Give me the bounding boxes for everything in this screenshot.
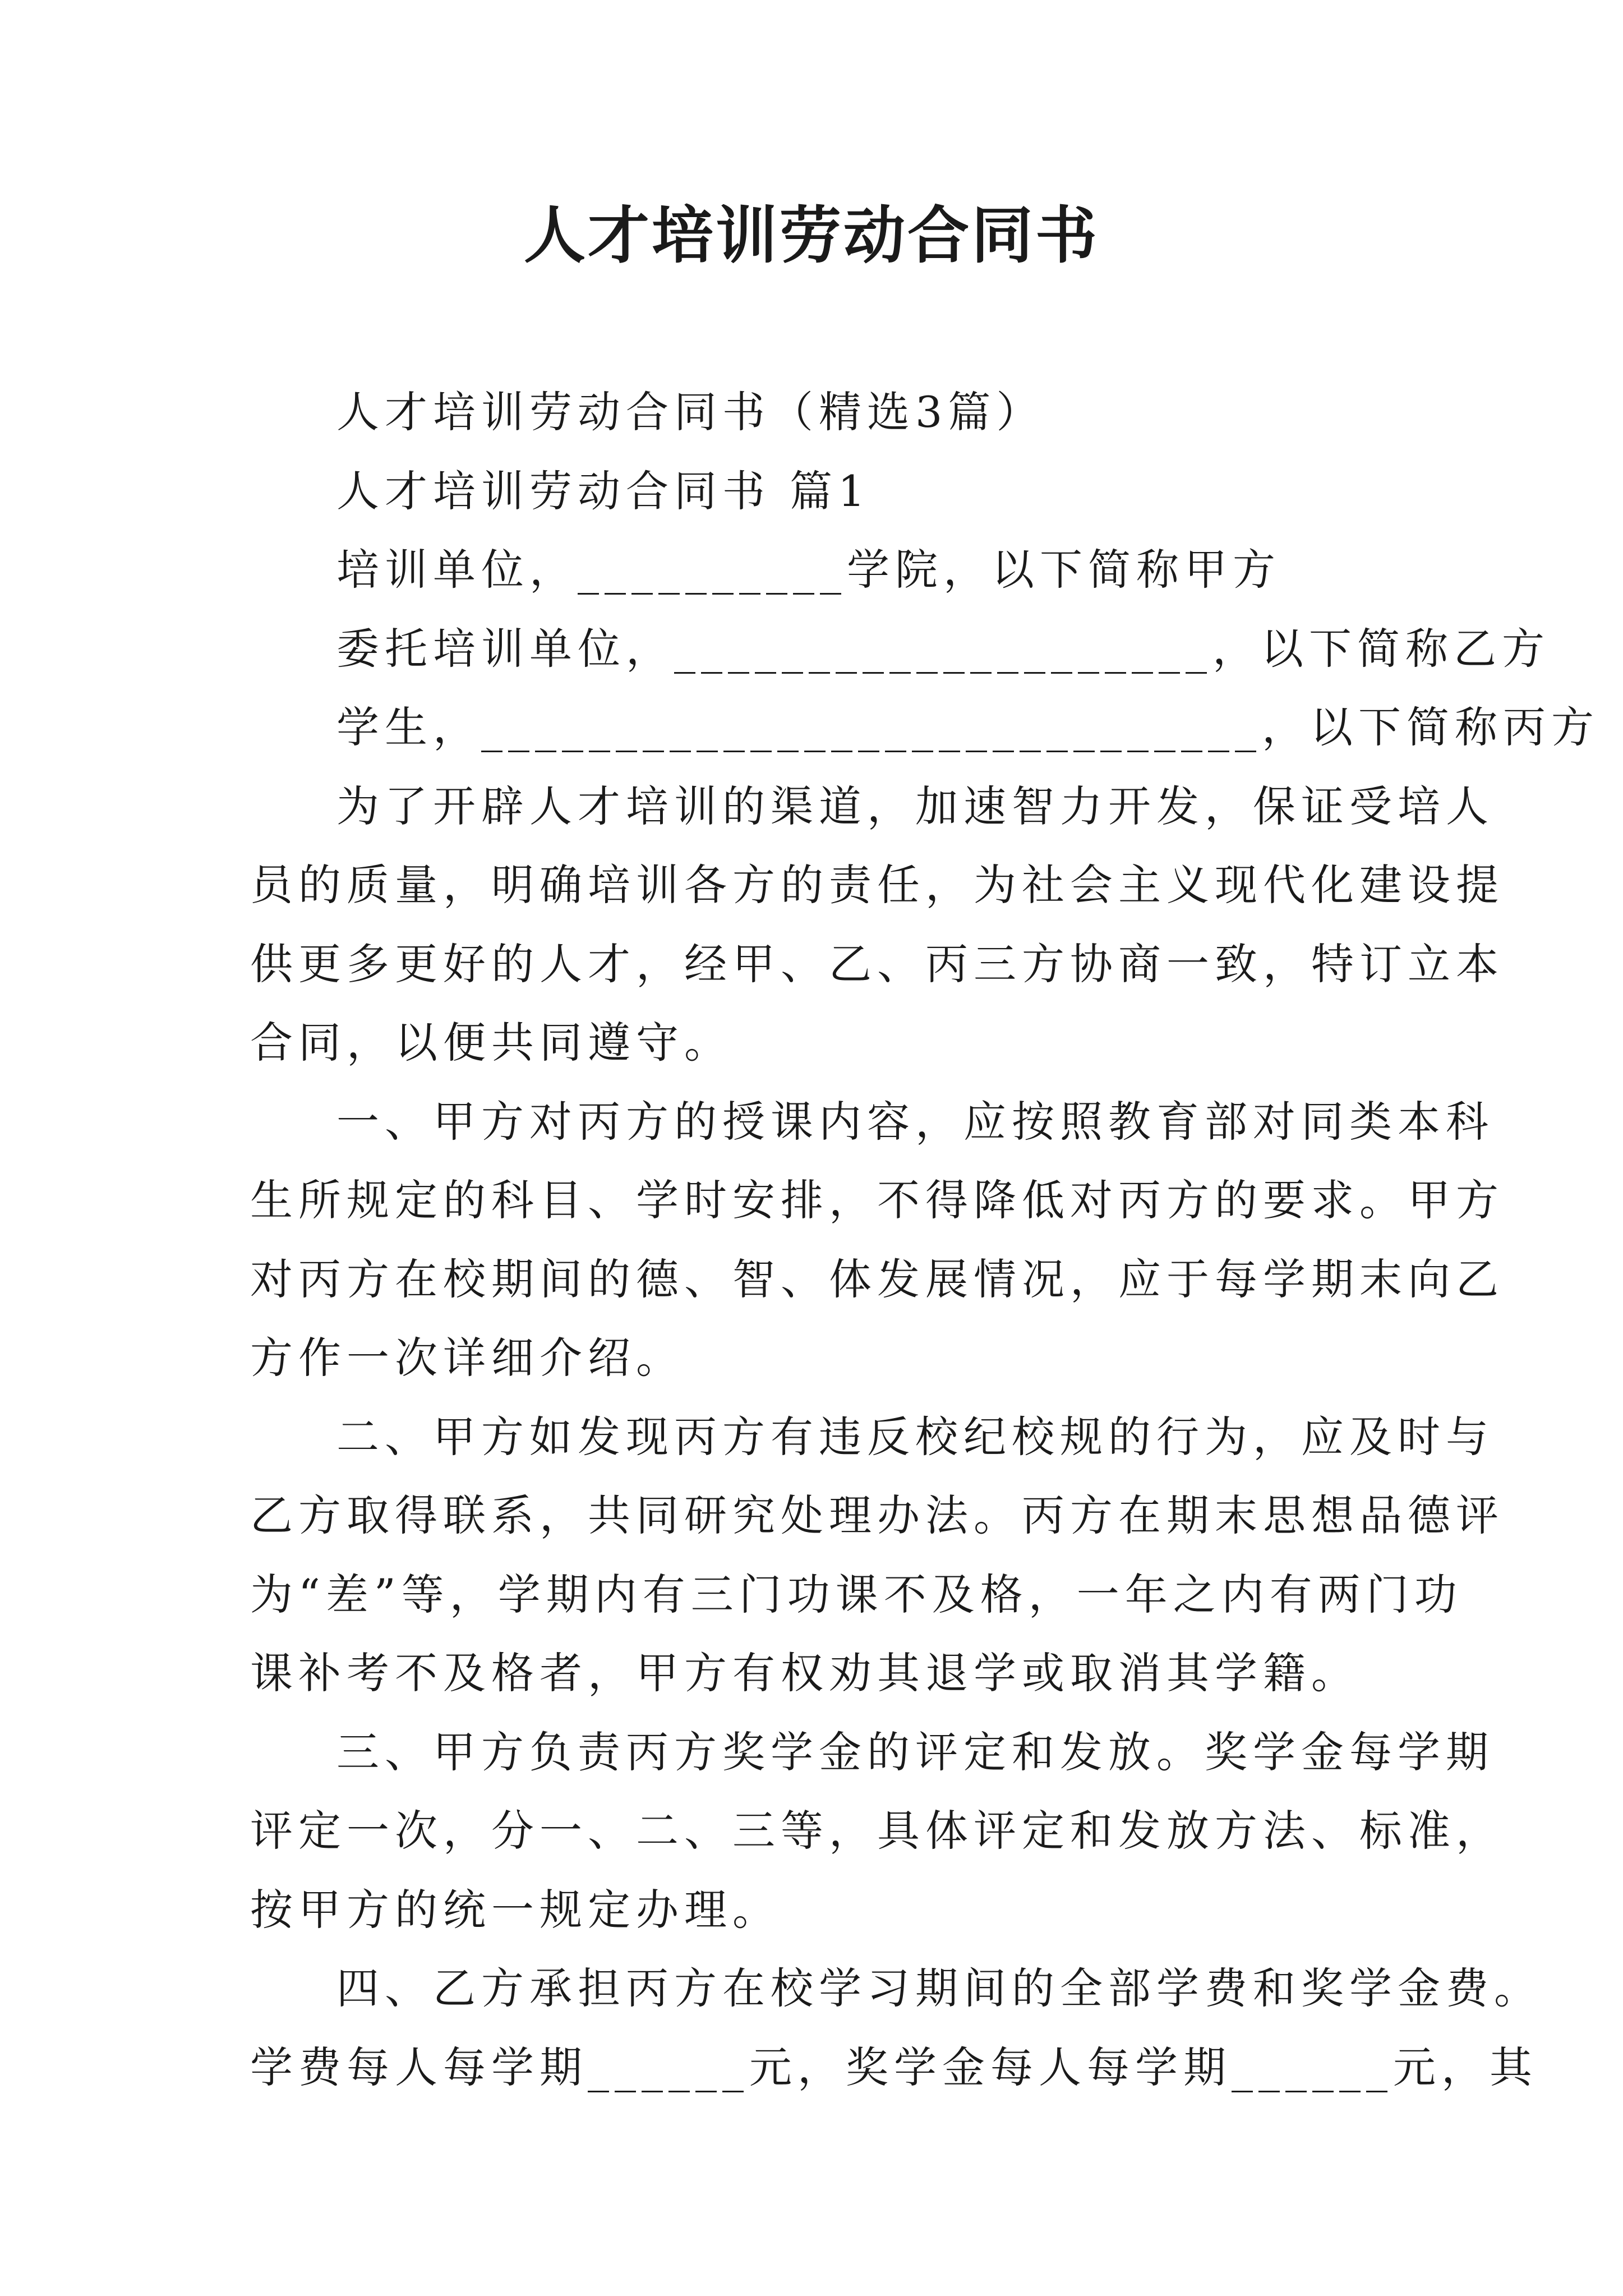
document-line: 评定一次，分一、二、三等，具体评定和发放方法、标准， xyxy=(250,1806,1504,1856)
document-line: 委托培训单位，____________________，以下简称乙方 xyxy=(336,623,1550,674)
document-line: 人才培训劳动合同书（精选3篇） xyxy=(336,387,1045,437)
document-line: 生所规定的科目、学时安排，不得降低对丙方的要求。甲方 xyxy=(250,1175,1504,1225)
document-line: 课补考不及格者，甲方有权劝其退学或取消其学籍。 xyxy=(250,1648,1359,1698)
document-line: 四、乙方承担丙方在校学习期间的全部学费和奖学金费。 xyxy=(336,1963,1542,2013)
document-line: 供更多更好的人才，经甲、乙、丙三方协商一致，特订立本 xyxy=(250,938,1504,989)
document-line: 为“差”等，学期内有三门功课不及格，一年之内有两门功 xyxy=(250,1569,1463,1619)
document-body xyxy=(250,373,1599,2107)
document-line: 人才培训劳动合同书 篇1 xyxy=(336,466,871,516)
document-line: 合同，以便共同遵守。 xyxy=(250,1018,732,1068)
document-line: 按甲方的统一规定办理。 xyxy=(250,1884,781,1935)
document-line: 学生，_____________________________，以下简称丙方 xyxy=(336,702,1599,752)
document-line: 方作一次详细介绍。 xyxy=(250,1333,684,1383)
document-line: 培训单位，__________学院，以下简称甲方 xyxy=(336,545,1281,595)
document-line: 对丙方在校期间的德、智、体发展情况，应于每学期末向乙 xyxy=(250,1254,1504,1304)
document-line: 员的质量，明确培训各方的责任，为社会主义现代化建设提 xyxy=(250,860,1504,910)
document-line: 三、甲方负责丙方奖学金的评定和发放。奖学金每学期 xyxy=(336,1727,1494,1777)
document-line: 为了开辟人才培训的渠道，加速智力开发，保证受培人 xyxy=(336,781,1494,831)
document-line: 二、甲方如发现丙方有违反校纪校规的行为，应及时与 xyxy=(336,1411,1494,1462)
document-line: 学费每人每学期______元，奖学金每人每学期______元，其 xyxy=(250,2042,1538,2092)
document-line: 乙方取得联系，共同研究处理办法。丙方在期末思想品德评 xyxy=(250,1490,1504,1540)
document-line: 一、甲方对丙方的授课内容，应按照教育部对同类本科 xyxy=(336,1096,1494,1147)
document-title: 人才培训劳动合同书 xyxy=(524,199,1099,272)
